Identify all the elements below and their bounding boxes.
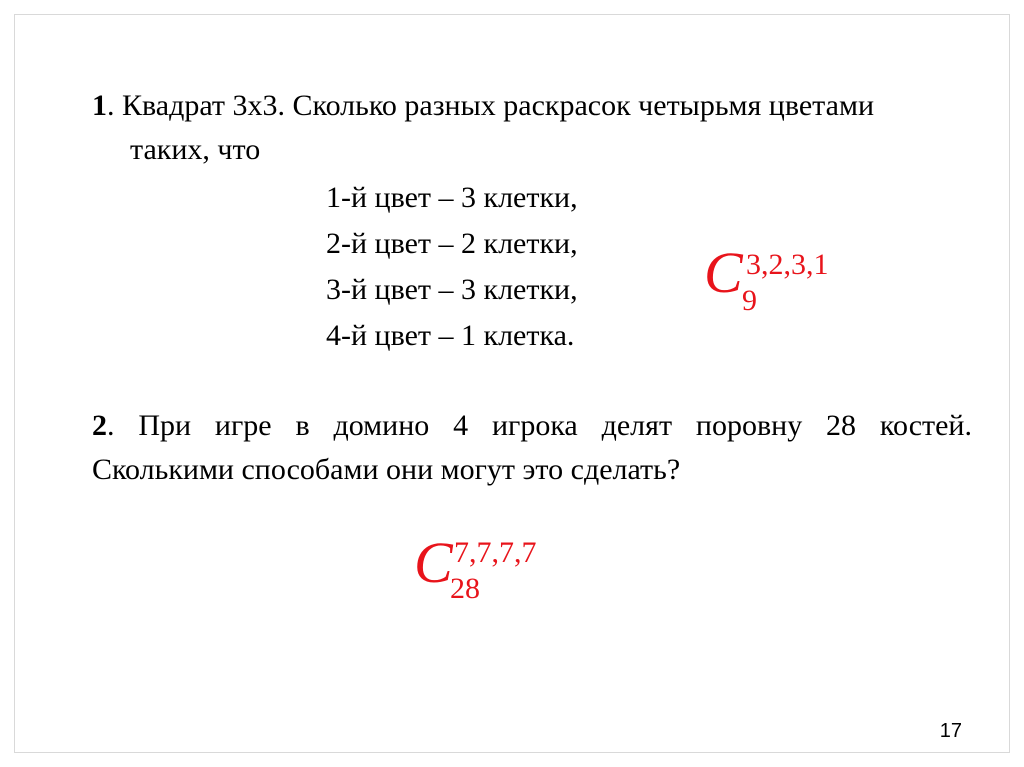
formula-subscript: 28 xyxy=(450,572,480,605)
page-number: 17 xyxy=(939,720,962,742)
formula-subscript: 9 xyxy=(742,284,757,317)
problem1-formula xyxy=(704,240,844,324)
problem1-condition-1: 1-й цвет – 3 клетки, xyxy=(326,181,578,214)
formula-symbol: C xyxy=(414,530,453,595)
problem1-condition-2: 2-й цвет – 2 клетки, xyxy=(326,227,578,260)
problem1-number: 1 xyxy=(92,89,107,122)
problem2-line1 xyxy=(92,408,972,444)
problem2-line2: Сколькими способами они могут это сделать? xyxy=(92,453,681,486)
problem2-text: . При игре в домино 4 игрока делят поровну 28 костей. xyxy=(107,409,972,442)
problem2-number: 2 xyxy=(92,409,107,442)
problem2-formula xyxy=(414,530,574,614)
problem1-intro: . Квадрат 3х3. Сколько разных раскрасок четырьмя цветами xyxy=(107,89,874,122)
formula-superscript: 3,2,3,1 xyxy=(746,248,829,281)
slide-frame xyxy=(14,14,1010,753)
formula-superscript: 7,7,7,7 xyxy=(454,536,537,569)
problem1-condition-4: 4-й цвет – 1 клетка. xyxy=(326,319,575,352)
problem1-intro-cont: таких, что xyxy=(130,133,261,166)
problem1-condition-3: 3-й цвет – 3 клетки, xyxy=(326,273,578,306)
formula-symbol: C xyxy=(704,240,743,305)
problem1-heading xyxy=(92,88,874,124)
